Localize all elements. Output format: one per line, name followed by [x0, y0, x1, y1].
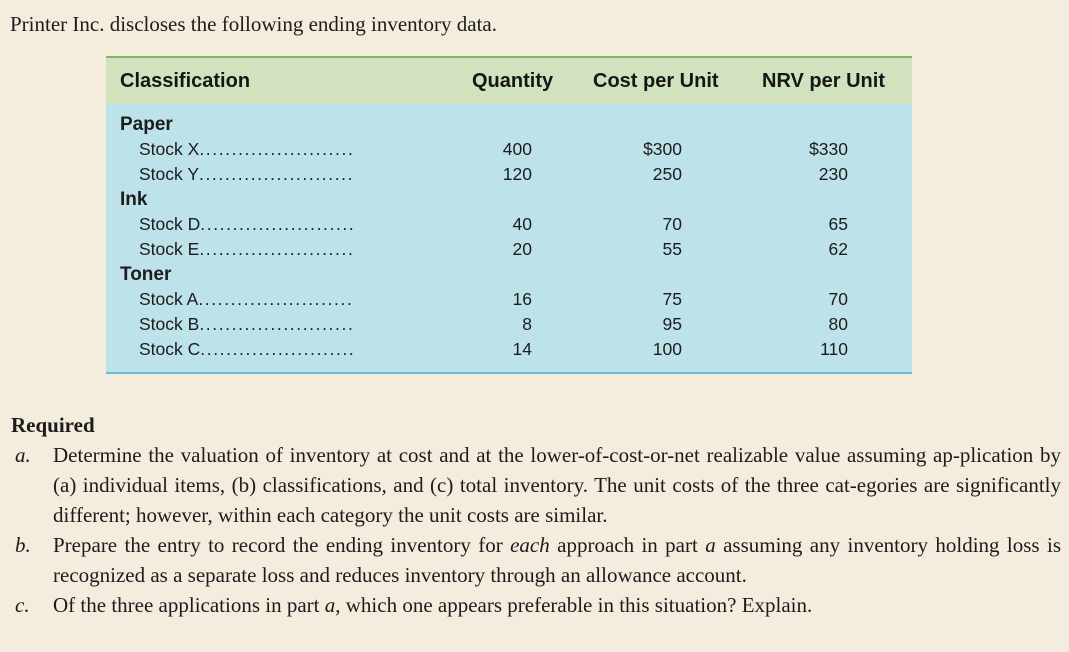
requirement-letter: a.	[15, 443, 31, 467]
requirement-c	[11, 590, 1061, 620]
header-quantity: Quantity	[472, 70, 554, 92]
table-row	[106, 289, 912, 313]
category-row	[106, 189, 912, 213]
table-row	[106, 164, 912, 188]
item-name: Stock B........................	[139, 314, 355, 334]
item-name: Stock C........................	[139, 339, 356, 359]
table-row	[106, 239, 912, 263]
requirement-a	[11, 440, 1061, 530]
requirement-b	[11, 530, 1061, 590]
quantity-cell: 40	[512, 214, 532, 234]
requirement-letter: c.	[15, 593, 30, 617]
requirement-text: Of the three applications in part a, which one appears preferable in this situation? Explain.	[53, 593, 813, 617]
nrv-cell: $330	[809, 139, 848, 159]
category-row	[106, 264, 912, 288]
table-row	[106, 214, 912, 238]
item-name: Stock D........................	[139, 214, 356, 234]
cost-cell: 250	[652, 164, 682, 184]
item-name: Stock Y........................	[139, 164, 355, 184]
category-label: Paper	[120, 114, 173, 135]
nrv-cell: 62	[828, 239, 848, 259]
header-nrv-per-unit: NRV per Unit	[762, 70, 885, 92]
requirement-text: Determine the valuation of inventory at cost and at the lower-of-cost-or-net realizable value assuming ap-plication by (a) individual items, (b) classifications, and (c) total inventory. The unit costs of the three cat-egories are significantly different; however, within each category the unit costs are similar.	[53, 443, 1061, 527]
table-header	[106, 56, 912, 104]
quantity-cell: 16	[512, 289, 532, 309]
inventory-table	[106, 56, 912, 374]
requirement-letter: b.	[15, 533, 31, 557]
category-row	[106, 114, 912, 138]
table-row	[106, 314, 912, 338]
quantity-cell: 20	[512, 239, 532, 259]
quantity-cell: 120	[502, 164, 532, 184]
item-name: Stock E........................	[139, 239, 355, 259]
cost-cell: 55	[662, 239, 682, 259]
cost-cell: 95	[662, 314, 682, 334]
cost-cell: 75	[662, 289, 682, 309]
cost-cell: 70	[662, 214, 682, 234]
nrv-cell: 65	[828, 214, 848, 234]
nrv-cell: 80	[828, 314, 848, 334]
requirement-text: Prepare the entry to record the ending inventory for each approach in part a assuming any inventory holding loss is recognized as a separate loss and reduces inventory through an allowance account.	[53, 533, 1061, 587]
nrv-cell: 70	[828, 289, 848, 309]
cost-cell: 100	[652, 339, 682, 359]
nrv-cell: 110	[820, 339, 848, 359]
header-cost-per-unit: Cost per Unit	[593, 70, 719, 92]
quantity-cell: 14	[512, 339, 532, 359]
quantity-cell: 8	[522, 314, 532, 334]
item-name: Stock X........................	[139, 139, 355, 159]
category-label: Ink	[120, 189, 148, 210]
required-title: Required	[11, 413, 95, 437]
item-name: Stock A........................	[139, 289, 354, 309]
intro-text: Printer Inc. discloses the following ending inventory data.	[10, 12, 497, 36]
category-label: Toner	[120, 264, 172, 285]
cost-cell: $300	[643, 139, 682, 159]
table-row	[106, 339, 912, 363]
header-classification: Classification	[120, 70, 251, 92]
required-section	[11, 410, 1061, 620]
table-body	[106, 104, 912, 374]
table-row	[106, 139, 912, 163]
quantity-cell: 400	[502, 139, 532, 159]
nrv-cell: 230	[818, 164, 848, 184]
